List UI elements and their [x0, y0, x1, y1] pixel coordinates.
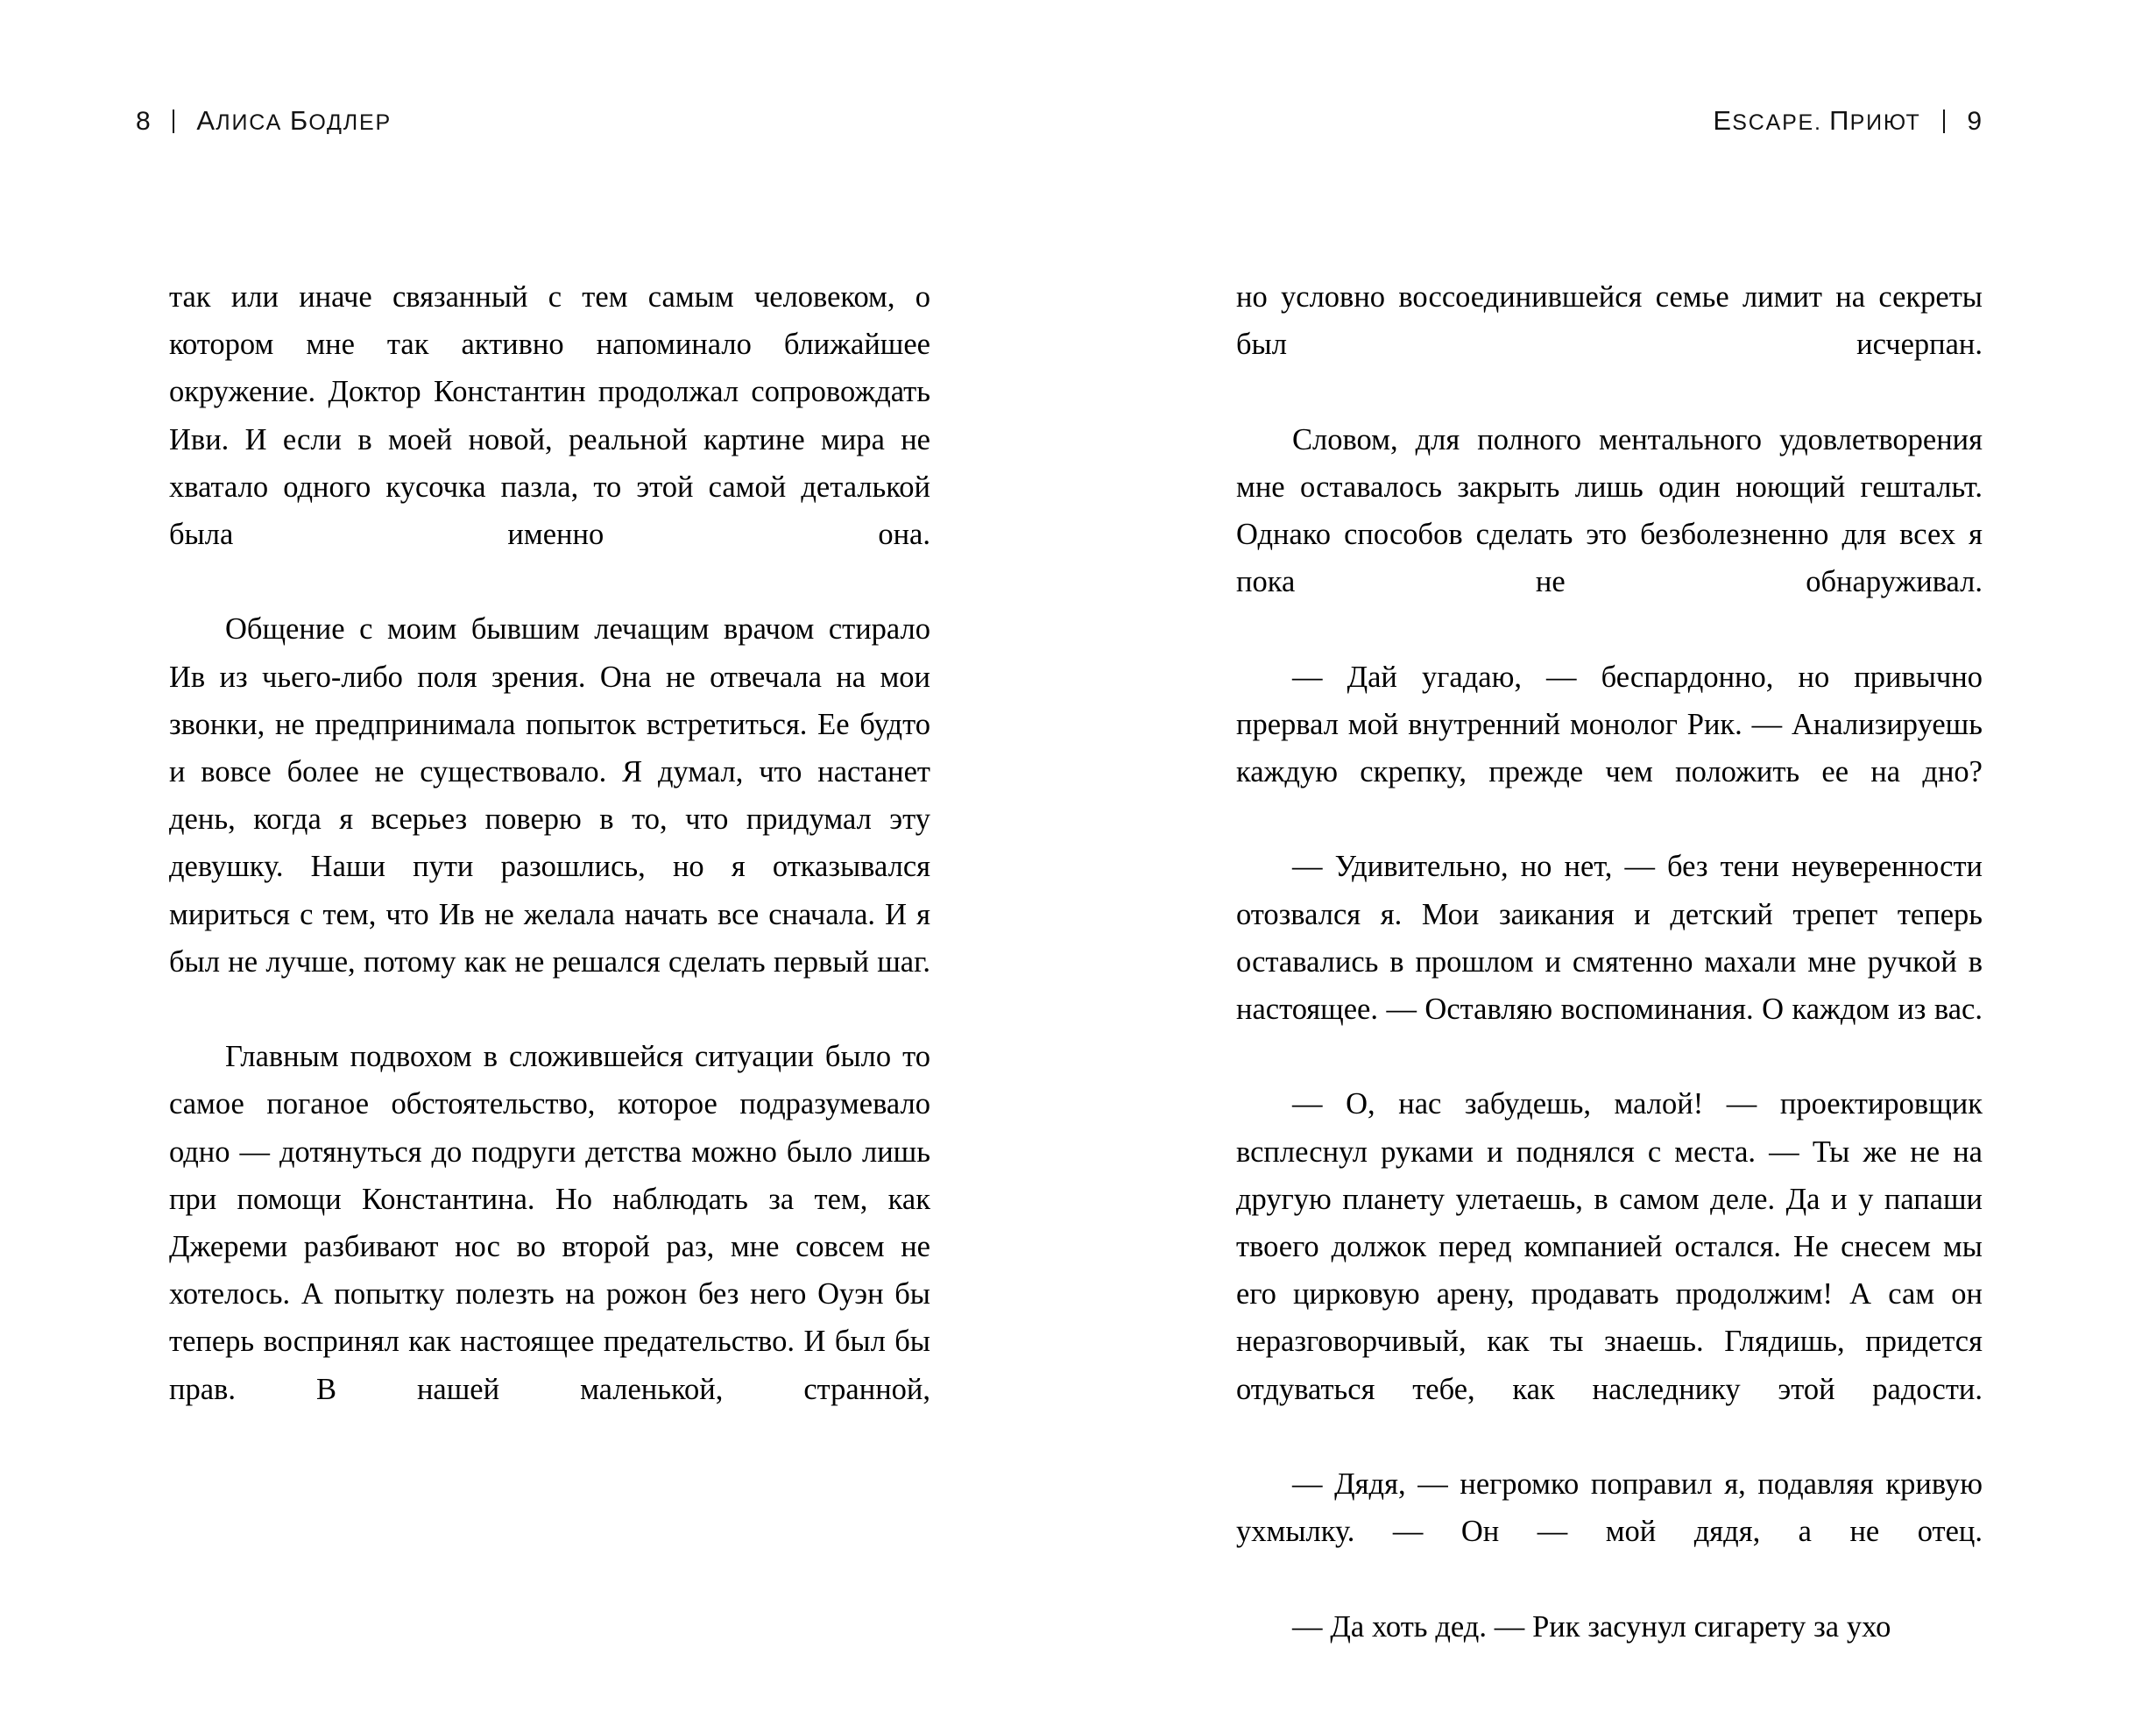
- running-head-left: [136, 107, 392, 137]
- page-folio-left: 8: [136, 107, 151, 136]
- book-title-dot: .: [1814, 110, 1822, 135]
- paragraph: — Дядя, — негромко поправил я, подавляя кривую ухмылку. — Он — мой дядя, а не отец.: [1236, 1467, 1983, 1549]
- paragraph: — Да хоть дед. — Рик засунул сигарету за ухо: [1292, 1609, 1891, 1644]
- paragraph: так или иначе связанный с тем самым человеком, о котором мне так активно напоминало ближайшее окружение. Доктор Константин продолжал сопровождать Иви. И если в моей новой, реальной картине мира не хватало одного кусочка пазла, то этой самой деталькой была именно она.: [169, 280, 930, 552]
- paragraph: Главным подвохом в сложившейся ситуации было то самое поганое обстоятельство, которое подразумевало одно — дотянуться до подруги детства можно было лишь при помощи Константина. Но наблюдать за тем, как Джереми разбивают нос во второй раз, мне совсем не хотелось. А попытку полезть на рожон без него Оуэн бы теперь воспринял как настоящее предательство. И был бы прав. В нашей маленькой, странной,: [169, 1040, 930, 1406]
- page-folio-right: 9: [1967, 107, 1982, 136]
- running-head-divider-left: [173, 110, 174, 133]
- author-surname-initial: Б: [289, 105, 309, 136]
- book-title-initial: E: [1713, 105, 1733, 136]
- author-name-rest: ЛИСА: [216, 110, 290, 135]
- paragraph: — Удивительно, но нет, — без тени неуверенности отозвался я. Мои заикания и детский трепет теперь оставались в прошлом и смятенно махали мне ручкой в настоящее. — Оставляю воспоминания. О каждом из вас.: [1236, 850, 1983, 1027]
- paragraph: — Дай угадаю, — беспардонно, но привычно прервал мой внутренний монолог Рик. — Анализируешь каждую скрепку, прежде чем положить ее на дно?: [1236, 660, 1983, 789]
- running-head-right: [1713, 107, 1982, 137]
- running-head-divider-right: [1943, 110, 1945, 133]
- paragraph: но условно воссоединившейся семье лимит на секреты был исчерпан.: [1236, 280, 1983, 362]
- author-surname-rest: ОДЛЕР: [308, 110, 392, 135]
- paragraph: Общение с моим бывшим лечащим врачом стирало Ив из чьего-либо поля зрения. Она не отвечала на мои звонки, не предпринимала попыток встретиться. Ее будто и вовсе более не существовало. Я думал, что настанет день, когда я всерьез поверю в то, что придумал эту девушку. Наши пути разошлись, но я отказывался мириться с тем, что Ив не желала начать все сначала. И я был не лучше, потому как не решался сделать первый шаг.: [169, 612, 930, 979]
- right-page-text-column: [1236, 273, 1983, 1651]
- book-title-rest: SCAPE: [1732, 110, 1815, 135]
- paragraph: Словом, для полного ментального удовлетворения мне оставалось закрыть лишь один ноющий гештальт. Однако способов сделать это безболезненно для всех я пока не обнаруживал.: [1236, 422, 1983, 599]
- paragraph: — О, нас забудешь, малой! — проектировщик всплеснул руками и поднялся с места. — Ты же не на другую планету улетаешь, в самом деле. Да и у папаши твоего должок перед компанией остался. Не снесем мы его цирковую арену, продавать продолжим! А сам он неразговорчивый, как ты знаешь. Глядишь, придется отдуваться тебе, как наследнику этой радости.: [1236, 1087, 1983, 1406]
- book-subtitle-initial: П: [1829, 105, 1850, 136]
- author-name-initial: А: [196, 105, 216, 136]
- book-subtitle-rest: РИЮТ: [1849, 110, 1921, 135]
- left-page-text-column: [169, 273, 930, 1460]
